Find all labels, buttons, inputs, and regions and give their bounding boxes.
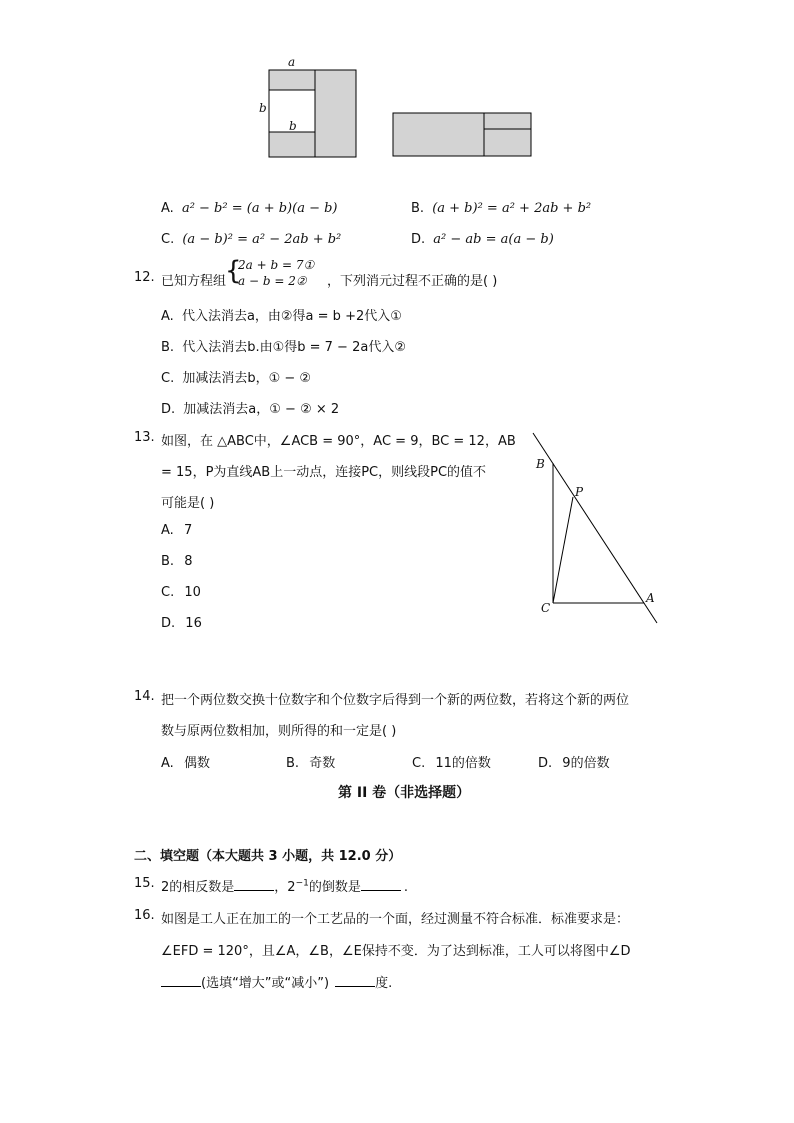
q16-line-3-mid: (选填“增大”或“减小”): [201, 976, 330, 991]
answer-blank-2[interactable]: [361, 878, 401, 891]
q15-text: [161, 876, 408, 895]
q15-number: 15.: [134, 876, 155, 891]
answer-blank-1[interactable]: [234, 878, 274, 891]
answer-blank-4[interactable]: [335, 974, 375, 987]
option-letter: B.: [161, 554, 175, 569]
q13-stem-line-1: 如图，在 △ABC中，∠ACB = 90°，AC = 9，BC = 12，AB: [161, 434, 516, 449]
q12-stem-prefix: 已知方程组: [161, 274, 227, 289]
option-expr: (a − b)² = a² − 2ab + b²: [182, 232, 342, 247]
q16-stem-line-1: 如图是工人正在加工的一个工艺品的一个面，经过测量不符合标准．标准要求是：: [161, 912, 630, 927]
option-letter: C.: [412, 756, 426, 771]
option-expr: (a + b)² = a² + 2ab + b²: [432, 201, 592, 216]
figure-label-b-side: b: [259, 101, 267, 115]
option-text: 加减法消去b，① − ②: [182, 371, 312, 386]
option-text: 代入法消去b.由①得b = 7 − 2a代入②: [182, 340, 406, 355]
label-a: A: [646, 591, 655, 605]
q14-option-c[interactable]: [412, 752, 491, 771]
option-text: 8: [184, 554, 193, 569]
option-text: 11的倍数: [435, 756, 491, 771]
q12-equation-1: 2a + b = 7①: [238, 258, 315, 272]
q15-part-3: 的倒数是: [308, 880, 361, 895]
q14-stem-line-1: 把一个两位数交换十位数字和个位数字后得到一个新的两位数，若将这个新的两位: [161, 693, 630, 708]
option-expr: a² − ab = a(a − b): [433, 232, 554, 247]
option-text: 代入法消去a，由②得a = b +2代入①: [181, 309, 402, 324]
option-text: 10: [184, 585, 201, 600]
segment-pc: [553, 497, 573, 603]
q13-stem-line-2: = 15，P为直线AB上一动点，连接PC，则线段PC的值不: [161, 465, 487, 480]
label-c: C: [541, 601, 551, 615]
option-text: 奇数: [309, 756, 336, 771]
q15-exponent: −1: [295, 878, 309, 889]
option-letter: D.: [161, 616, 176, 631]
q14-option-a[interactable]: [161, 752, 210, 771]
q16-stem-line-3: [161, 972, 392, 991]
option-letter: A.: [161, 523, 174, 538]
q14-option-d[interactable]: [538, 752, 610, 771]
option-letter: B.: [411, 201, 425, 216]
q15-part-2: ，2: [274, 880, 296, 895]
q16-line-3-end: 度.: [375, 976, 393, 991]
q15-part-4: .: [403, 880, 408, 895]
q14-option-b[interactable]: [286, 752, 335, 771]
q14-number: 14.: [134, 689, 155, 704]
q16-stem-line-2: ∠EFD = 120°，且∠A，∠B，∠E保持不变．为了达到标准，工人可以将图中∠D: [161, 944, 631, 959]
option-letter: B.: [161, 340, 175, 355]
answer-blank-3[interactable]: [161, 974, 201, 987]
option-letter: A.: [161, 756, 174, 771]
figure-label-b-inner: b: [289, 119, 297, 133]
part-2-title: 第 II 卷（非选择题）: [338, 785, 471, 801]
option-text: 7: [183, 523, 193, 538]
option-letter: C.: [161, 585, 175, 600]
option-letter: A.: [161, 201, 174, 216]
q12-brace: {: [225, 256, 242, 286]
q14-stem-line-2: 数与原两位数相加，则所得的和一定是( ): [161, 724, 397, 739]
option-letter: D.: [161, 402, 176, 417]
q15-part-1: 2的相反数是: [161, 880, 235, 895]
q13-stem-line-3: 可能是( ): [161, 496, 215, 511]
option-letter: A.: [161, 309, 174, 324]
line-ab-extended: [533, 433, 657, 623]
option-letter: C.: [161, 371, 175, 386]
option-expr: a² − b² = (a + b)(a − b): [181, 201, 338, 216]
option-text: 16: [185, 616, 202, 631]
q12-stem-suffix: ，下列消元过程不正确的是( ): [327, 274, 498, 289]
option-text: 偶数: [183, 756, 210, 771]
option-letter: C.: [161, 232, 175, 247]
label-p: P: [575, 485, 584, 499]
option-text: 9的倍数: [562, 756, 610, 771]
q12-number: 12.: [134, 270, 155, 285]
option-letter: B.: [286, 756, 300, 771]
q16-number: 16.: [134, 908, 155, 923]
option-letter: D.: [411, 232, 426, 247]
section-2-header: 二、填空题（本大题共 3 小题，共 12.0 分）: [134, 849, 402, 864]
option-text: 加减法消去a，① − ② × 2: [183, 402, 340, 417]
label-b: B: [536, 457, 545, 471]
figure-label-a: a: [288, 55, 296, 69]
q12-equation-2: a − b = 2②: [238, 274, 307, 288]
option-letter: D.: [538, 756, 553, 771]
q13-number: 13.: [134, 430, 155, 445]
